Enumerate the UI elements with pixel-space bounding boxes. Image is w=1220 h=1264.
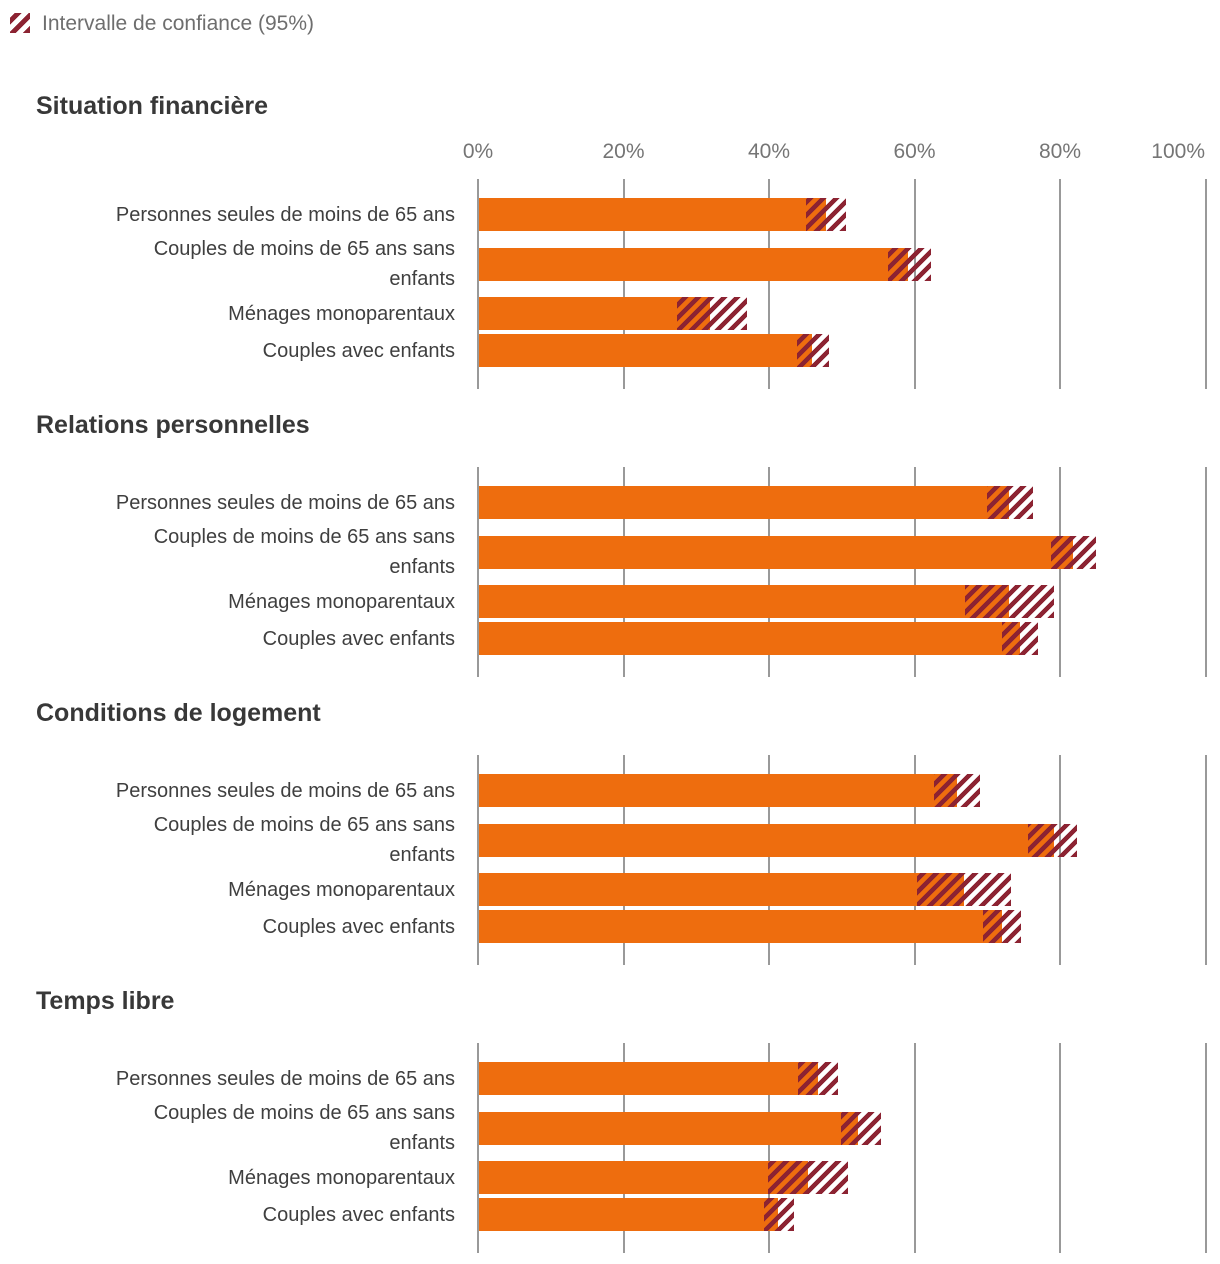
x-tick-label-60: 60% <box>893 140 936 163</box>
bar-value <box>479 198 826 231</box>
category-label: Personnes seules de moins de 65 ans <box>115 204 455 226</box>
bar-value <box>479 1161 808 1194</box>
confidence-interval-hatch <box>934 774 979 807</box>
category-label: Couples avec enfants <box>262 628 455 650</box>
confidence-interval-hatch <box>965 585 1054 618</box>
x-axis <box>462 139 1206 165</box>
category-label: Couples de moins de 65 ans sans enfants <box>153 526 455 578</box>
x-tick-label-20: 20% <box>602 140 645 163</box>
confidence-interval-hatch <box>1051 536 1096 569</box>
confidence-interval-hatch <box>1028 824 1077 857</box>
bar-value <box>479 873 964 906</box>
bar-value <box>479 1198 778 1231</box>
category-label: Personnes seules de moins de 65 ans <box>115 1068 455 1090</box>
confidence-interval-hatch <box>983 910 1021 943</box>
gridline-80 <box>1059 1043 1061 1253</box>
section-title-relations-personnelles: Relations personnelles <box>36 411 310 439</box>
confidence-interval-hatch <box>677 297 747 330</box>
bar-value <box>479 1112 858 1145</box>
x-tick-label-80: 80% <box>1038 140 1082 163</box>
gridline-80 <box>1059 467 1061 677</box>
category-label: Couples avec enfants <box>262 916 455 938</box>
bar-value <box>479 622 1020 655</box>
confidence-interval-hatch <box>806 198 847 231</box>
confidence-interval-hatch <box>917 873 1011 906</box>
category-label: Ménages monoparentaux <box>228 303 455 325</box>
x-tick-label-100: 100% <box>1151 140 1205 163</box>
category-label: Ménages monoparentaux <box>228 1167 455 1189</box>
plot-area <box>478 179 1206 389</box>
legend-label: Intervalle de confiance (95%) <box>42 12 314 35</box>
bar-value <box>479 774 957 807</box>
bar-value <box>479 585 1009 618</box>
chart-group-relations-personnelles <box>0 467 1220 677</box>
bar-value <box>479 486 1009 519</box>
bar-value <box>479 536 1073 569</box>
category-label: Couples de moins de 65 ans sans enfants <box>153 1102 455 1154</box>
confidence-interval-hatch <box>797 334 829 367</box>
category-label: Couples avec enfants <box>262 1204 455 1226</box>
gridline-80 <box>1059 179 1061 389</box>
confidence-interval-hatch <box>764 1198 794 1231</box>
confidence-interval-hatch-icon <box>10 13 30 33</box>
bar-value <box>479 824 1054 857</box>
gridline-100 <box>1205 467 1207 677</box>
gridline-100 <box>1205 755 1207 965</box>
plot-area <box>478 467 1206 677</box>
confidence-interval-hatch <box>841 1112 881 1145</box>
plot-area <box>478 755 1206 965</box>
confidence-interval-hatch <box>768 1161 848 1194</box>
bar-value <box>479 297 710 330</box>
category-label: Couples avec enfants <box>262 340 455 362</box>
x-tick-label-40: 40% <box>747 140 791 163</box>
bar-value <box>479 910 1002 943</box>
category-label: Couples de moins de 65 ans sans enfants <box>153 238 455 290</box>
x-tick-label-0: 0% <box>462 140 494 163</box>
category-label: Personnes seules de moins de 65 ans <box>115 780 455 802</box>
gridline-80 <box>1059 755 1061 965</box>
bar-value <box>479 248 908 281</box>
category-label: Ménages monoparentaux <box>228 879 455 901</box>
section-title-temps-libre: Temps libre <box>36 987 175 1015</box>
confidence-interval-hatch <box>888 248 931 281</box>
bar-value <box>479 334 812 367</box>
confidence-interval-hatch <box>987 486 1033 519</box>
gridline-60 <box>914 179 916 389</box>
section-title-situation-financiere: Situation financière <box>36 92 268 120</box>
bar-value <box>479 1062 818 1095</box>
gridline-100 <box>1205 1043 1207 1253</box>
plot-area <box>478 1043 1206 1253</box>
gridline-100 <box>1205 179 1207 389</box>
chart-group-situation-financiere <box>0 179 1220 389</box>
category-label: Personnes seules de moins de 65 ans <box>115 492 455 514</box>
chart-group-conditions-de-logement <box>0 755 1220 965</box>
confidence-interval-hatch <box>798 1062 838 1095</box>
category-label: Ménages monoparentaux <box>228 591 455 613</box>
chart-group-temps-libre <box>0 1043 1220 1253</box>
gridline-60 <box>914 1043 916 1253</box>
confidence-interval-hatch <box>1002 622 1038 655</box>
category-label: Couples de moins de 65 ans sans enfants <box>153 814 455 866</box>
section-title-conditions-de-logement: Conditions de logement <box>36 699 321 727</box>
